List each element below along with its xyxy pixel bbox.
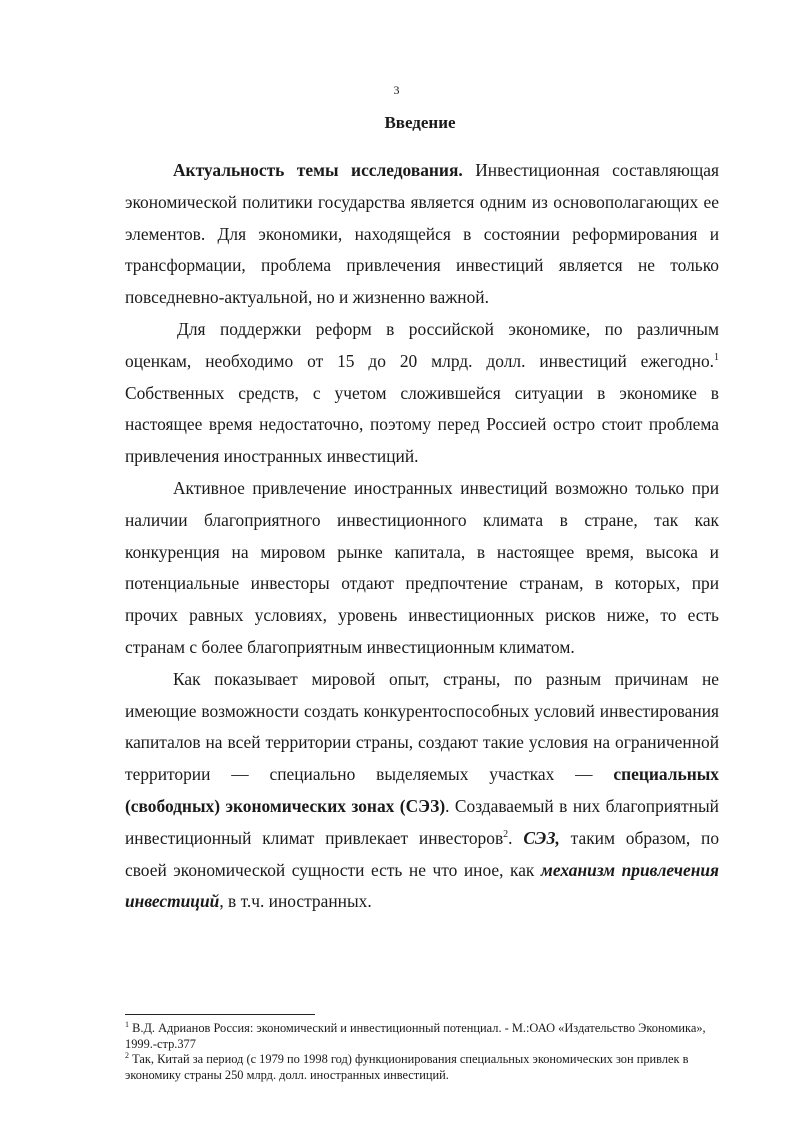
paragraph-text: , в т.ч. иностранных. — [219, 891, 372, 912]
relevance-heading: Актуальность темы исследования. — [173, 160, 463, 180]
sez-term: специальных (свободных) экономических зонах (СЭЗ) — [125, 764, 719, 816]
paragraph-sez — [125, 664, 719, 918]
footnote-1 — [125, 1021, 721, 1052]
paragraph-reforms — [125, 314, 719, 473]
paragraph-text: Для поддержки реформ в российской экономике, по различным оценкам, необходимо от 15 до 20 млрд. долл. инвестиций ежегодно. — [125, 318, 719, 371]
main-text — [125, 155, 719, 918]
footnote-mark: 1 — [125, 1019, 129, 1029]
footnote-divider — [125, 1014, 315, 1015]
paragraph-text: . — [508, 827, 524, 848]
paragraph-text: Инвестиционная составляющая экономической политики государства является одним из основополагающих ее элементов. Для экономики, находящейся в состоянии реформирования и трансформации, проблема привлечения инвестиций является не только повседневно-актуальной, но и жизненно важной. — [125, 160, 719, 308]
footnote-ref-1: 1 — [714, 351, 719, 363]
paragraph-text: Активное привлечение иностранных инвестиций возможно только при наличии благоприятного инвестиционного климата в стране, так как конкуренция на мировом рынке капитала, в настоящее время, высока и потенциальные инвесторы отдают предпочтение странам, в которых, при прочих равных условиях, уровень инвестиционных рисков ниже, то есть странам с более благоприятным инвестиционным климатом. — [125, 477, 719, 657]
paragraph-text: . Создаваемый в них благоприятный инвестиционный климат привлекает инвесторов — [125, 795, 719, 848]
footnote-mark: 2 — [125, 1050, 129, 1060]
page-number: 3 — [393, 83, 400, 97]
footnotes — [125, 1021, 721, 1083]
investment-mechanism-term: механизм привлечения инвестиций — [125, 859, 719, 912]
paragraph-text: таким образом, по своей экономической сущности есть не что иное, как — [125, 827, 720, 880]
footnote-2 — [125, 1052, 721, 1083]
footnote-text: В.Д. Адрианов Россия: экономический и инвестиционный потенциал. - М.:ОАО «Издательство Экономика», 1999.-стр.377 — [125, 1021, 706, 1051]
paragraph-text: Собственных средств, с учетом сложившейся ситуации в экономике в настоящее время недостаточно, поэтому перед Россией остро стоит проблема привлечения иностранных инвестиций. — [125, 382, 719, 467]
sez-abbrev: СЭЗ, — [523, 827, 560, 848]
paragraph-relevance — [125, 155, 719, 314]
footnote-ref-2: 2 — [503, 828, 509, 840]
paragraph-text: Как показывает мировой опыт, страны, по разным причинам не имеющие возможности создать конкурентоспособных условий инвестирования капиталов на всей территории страны, создают такие условия на ограниченной территории — специально выделяемых участках — — [125, 668, 719, 785]
footnote-text: Так, Китай за период (с 1979 по 1998 год) функционирования специальных экономических зон привлек в экономику страны 250 млрд. долл. иностранных инвестиций. — [125, 1052, 689, 1082]
paragraph-investment-climate — [125, 473, 719, 664]
page-title: Введение — [384, 113, 456, 132]
